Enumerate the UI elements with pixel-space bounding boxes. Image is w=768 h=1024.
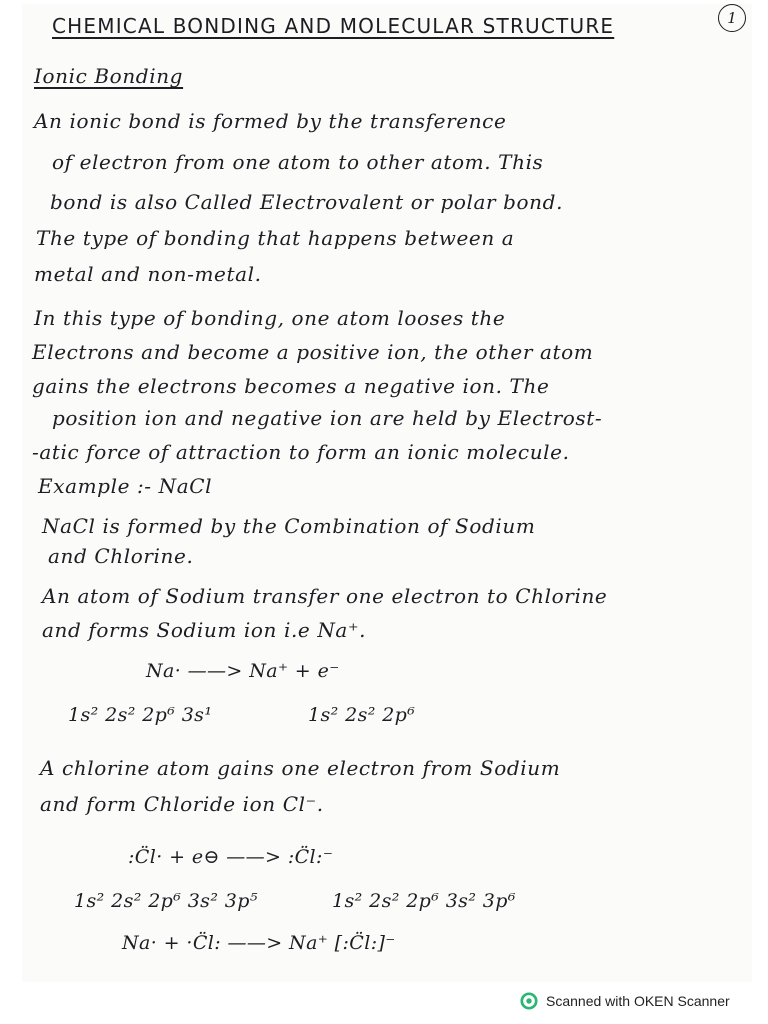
chlorine-config-atom: 1s² 2s² 2p⁶ 3s² 3p⁵: [74, 890, 258, 912]
text-line: -atic force of attraction to form an ionic molecule.: [32, 440, 570, 464]
page-title: CHEMICAL BONDING AND MOLECULAR STRUCTURE: [52, 14, 615, 38]
text-line: A chlorine atom gains one electron from Sodium: [40, 756, 561, 780]
scanner-text: Scanned with OKEN Scanner: [546, 993, 730, 1009]
sodium-config-ion: 1s² 2s² 2p⁶: [308, 704, 416, 726]
text-line: and Chlorine.: [48, 544, 194, 568]
nacl-reaction: Na· + ·C̈l: ——> Na⁺ [:C̈l:]⁻: [122, 932, 396, 954]
text-line: In this type of bonding, one atom looses the: [34, 306, 506, 330]
text-line: position ion and negative ion are held by Electrost-: [52, 406, 603, 430]
text-line: Electrons and become a positive ion, the other atom: [32, 340, 594, 364]
scanner-watermark: [520, 990, 730, 1012]
text-line: NaCl is formed by the Combination of Sodium: [42, 514, 536, 538]
text-line: Example :- NaCl: [38, 474, 213, 498]
text-line: gains the electrons becomes a negative ion. The: [32, 374, 550, 398]
page-number: 1: [718, 4, 746, 32]
text-line: bond is also Called Electrovalent or polar bond.: [50, 190, 564, 214]
text-line: The type of bonding that happens between a: [36, 226, 515, 250]
text-line: metal and non-metal.: [34, 262, 262, 286]
text-line: and form Chloride ion Cl⁻.: [40, 792, 324, 816]
sodium-config-atom: 1s² 2s² 2p⁶ 3s¹: [68, 704, 213, 726]
text-line: An ionic bond is formed by the transference: [34, 109, 507, 133]
chlorine-config-ion: 1s² 2s² 2p⁶ 3s² 3p⁶: [332, 890, 516, 912]
text-line: and forms Sodium ion i.e Na⁺.: [42, 618, 367, 642]
sodium-reaction: Na· ——> Na⁺ + e⁻: [146, 660, 340, 682]
text-line: An atom of Sodium transfer one electron to Chlorine: [42, 584, 608, 608]
chlorine-reaction: :C̈l· + e⊖ ——> :C̈l:⁻: [128, 846, 334, 868]
notebook-page: [22, 4, 752, 982]
text-line: of electron from one atom to other atom. This: [52, 150, 544, 174]
oken-logo-icon: [520, 992, 538, 1010]
section-heading: Ionic Bonding: [34, 64, 184, 88]
